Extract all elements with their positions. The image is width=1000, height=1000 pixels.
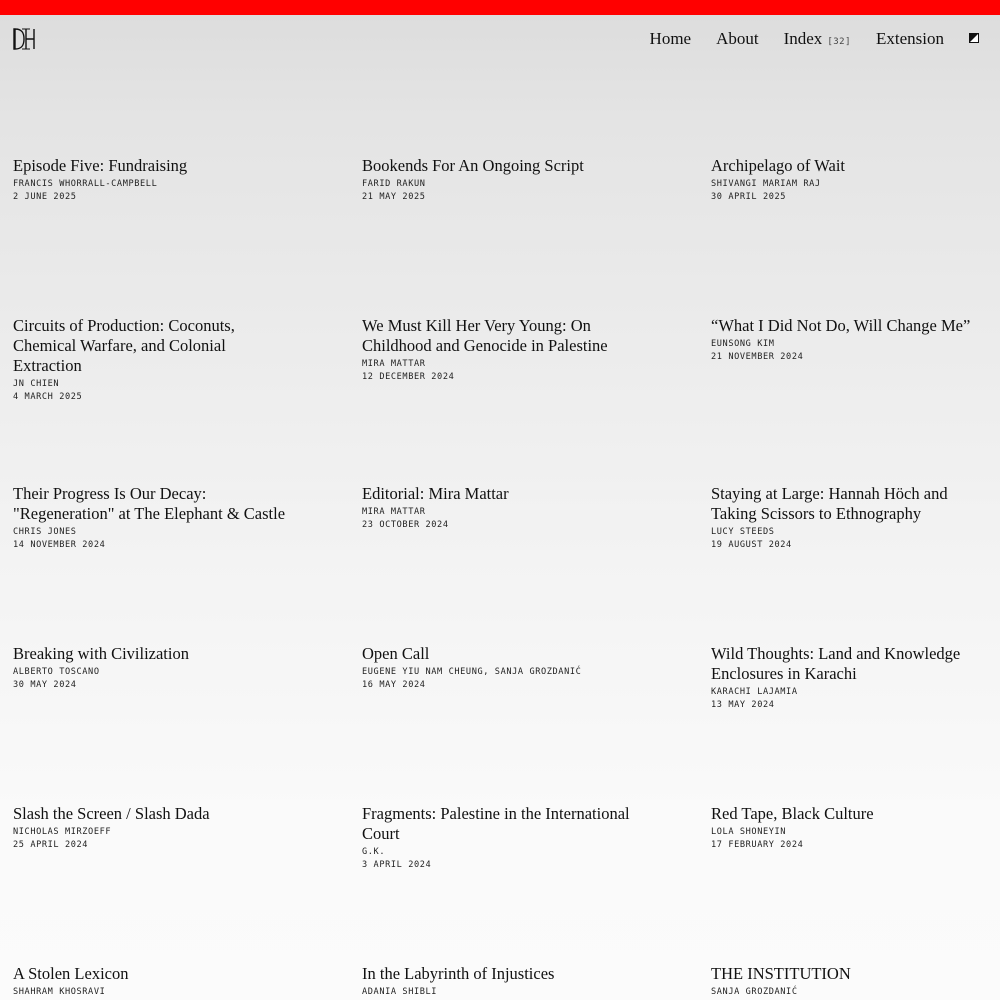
article-card[interactable] bbox=[362, 156, 642, 204]
article-title: THE INSTITUTION bbox=[711, 964, 851, 983]
article-card[interactable] bbox=[362, 316, 622, 384]
article-author: SHAHRAM KHOSRAVI bbox=[13, 987, 106, 997]
article-date: 30 MAY 2024 bbox=[13, 680, 77, 690]
article-author: CHRIS JONES bbox=[13, 527, 77, 537]
article-date: 12 DECEMBER 2024 bbox=[362, 372, 455, 382]
article-card[interactable] bbox=[13, 316, 253, 404]
article-card[interactable] bbox=[13, 156, 293, 204]
article-author: SHIVANGI MARIAM RAJ bbox=[711, 179, 821, 189]
index-count-badge: [32] bbox=[827, 37, 851, 47]
article-date: 21 MAY 2025 bbox=[362, 192, 426, 202]
article-title: Their Progress Is Our Decay: "Regeneration" at The Elephant & Castle bbox=[13, 484, 286, 523]
article-card[interactable] bbox=[711, 964, 991, 999]
article-title: Slash the Screen / Slash Dada bbox=[13, 804, 210, 823]
article-card[interactable] bbox=[13, 644, 293, 692]
article-title: Archipelago of Wait bbox=[711, 156, 845, 175]
article-card[interactable] bbox=[362, 964, 642, 999]
article-author: LUCY STEEDS bbox=[711, 527, 775, 537]
article-author: MIRA MATTAR bbox=[362, 507, 426, 517]
nav-home-label: Home bbox=[649, 29, 692, 48]
nav-index-label: Index bbox=[783, 29, 823, 48]
article-card[interactable] bbox=[711, 156, 991, 204]
article-author: MIRA MATTAR bbox=[362, 359, 426, 369]
article-date: 23 OCTOBER 2024 bbox=[362, 520, 449, 530]
article-title: Red Tape, Black Culture bbox=[711, 804, 874, 823]
article-author: SANJA GROZDANIĆ bbox=[711, 987, 798, 997]
article-title: Circuits of Production: Coconuts, Chemical Warfare, and Colonial Extraction bbox=[13, 316, 235, 375]
article-date: 17 FEBRUARY 2024 bbox=[711, 840, 804, 850]
article-date: 4 MARCH 2025 bbox=[13, 392, 83, 402]
article-title: Editorial: Mira Mattar bbox=[362, 484, 509, 503]
article-date: 25 APRIL 2024 bbox=[13, 840, 89, 850]
article-date: 16 MAY 2024 bbox=[362, 680, 426, 690]
article-author: G.K. bbox=[362, 847, 386, 857]
article-date: 30 APRIL 2025 bbox=[711, 192, 787, 202]
article-card[interactable] bbox=[711, 644, 981, 712]
article-title: Bookends For An Ongoing Script bbox=[362, 156, 584, 175]
article-author: EUNSONG KIM bbox=[711, 339, 775, 349]
article-card[interactable] bbox=[13, 484, 298, 552]
article-title: In the Labyrinth of Injustices bbox=[362, 964, 555, 983]
article-author: NICHOLAS MIRZOEFF bbox=[13, 827, 112, 837]
article-author: FARID RAKUN bbox=[362, 179, 426, 189]
article-date: 2 JUNE 2025 bbox=[13, 192, 77, 202]
article-author: FRANCIS WHORRALL-CAMPBELL bbox=[13, 179, 158, 189]
article-title: A Stolen Lexicon bbox=[13, 964, 129, 983]
article-title: “What I Did Not Do, Will Change Me” bbox=[711, 316, 971, 335]
article-author: ALBERTO TOSCANO bbox=[13, 667, 100, 677]
article-title: Staying at Large: Hannah Höch and Taking Scissors to Ethnography bbox=[711, 484, 948, 523]
article-title: Wild Thoughts: Land and Knowledge Enclosures in Karachi bbox=[711, 644, 961, 683]
article-author: ADANIA SHIBLI bbox=[362, 987, 438, 997]
article-date: 21 NOVEMBER 2024 bbox=[711, 352, 804, 362]
nav-extension-label: Extension bbox=[876, 29, 944, 48]
article-card[interactable] bbox=[13, 964, 293, 999]
article-card[interactable] bbox=[362, 644, 642, 692]
article-title: Fragments: Palestine in the International Court bbox=[362, 804, 630, 843]
article-title: Open Call bbox=[362, 644, 430, 663]
article-date: 19 AUGUST 2024 bbox=[711, 540, 792, 550]
article-author: KARACHI LAJAMIA bbox=[711, 687, 798, 697]
article-date: 3 APRIL 2024 bbox=[362, 860, 432, 870]
article-title: Episode Five: Fundraising bbox=[13, 156, 188, 175]
article-title: We Must Kill Her Very Young: On Childhood and Genocide in Palestine bbox=[362, 316, 608, 355]
article-author: LOLA SHONEYIN bbox=[711, 827, 787, 837]
article-date: 14 NOVEMBER 2024 bbox=[13, 540, 106, 550]
article-date: 13 MAY 2024 bbox=[711, 700, 775, 710]
article-author: EUGENE YIU NAM CHEUNG, SANJA GROZDANIĆ bbox=[362, 667, 582, 677]
article-card[interactable] bbox=[13, 804, 293, 852]
article-card[interactable] bbox=[362, 484, 642, 532]
article-card[interactable] bbox=[362, 804, 637, 872]
article-card[interactable] bbox=[711, 316, 996, 364]
article-author: JN CHIEN bbox=[13, 379, 60, 389]
article-title: Breaking with Civilization bbox=[13, 644, 189, 663]
article-card[interactable] bbox=[711, 484, 961, 552]
article-card[interactable] bbox=[711, 804, 991, 852]
nav-about-label: About bbox=[716, 29, 759, 48]
